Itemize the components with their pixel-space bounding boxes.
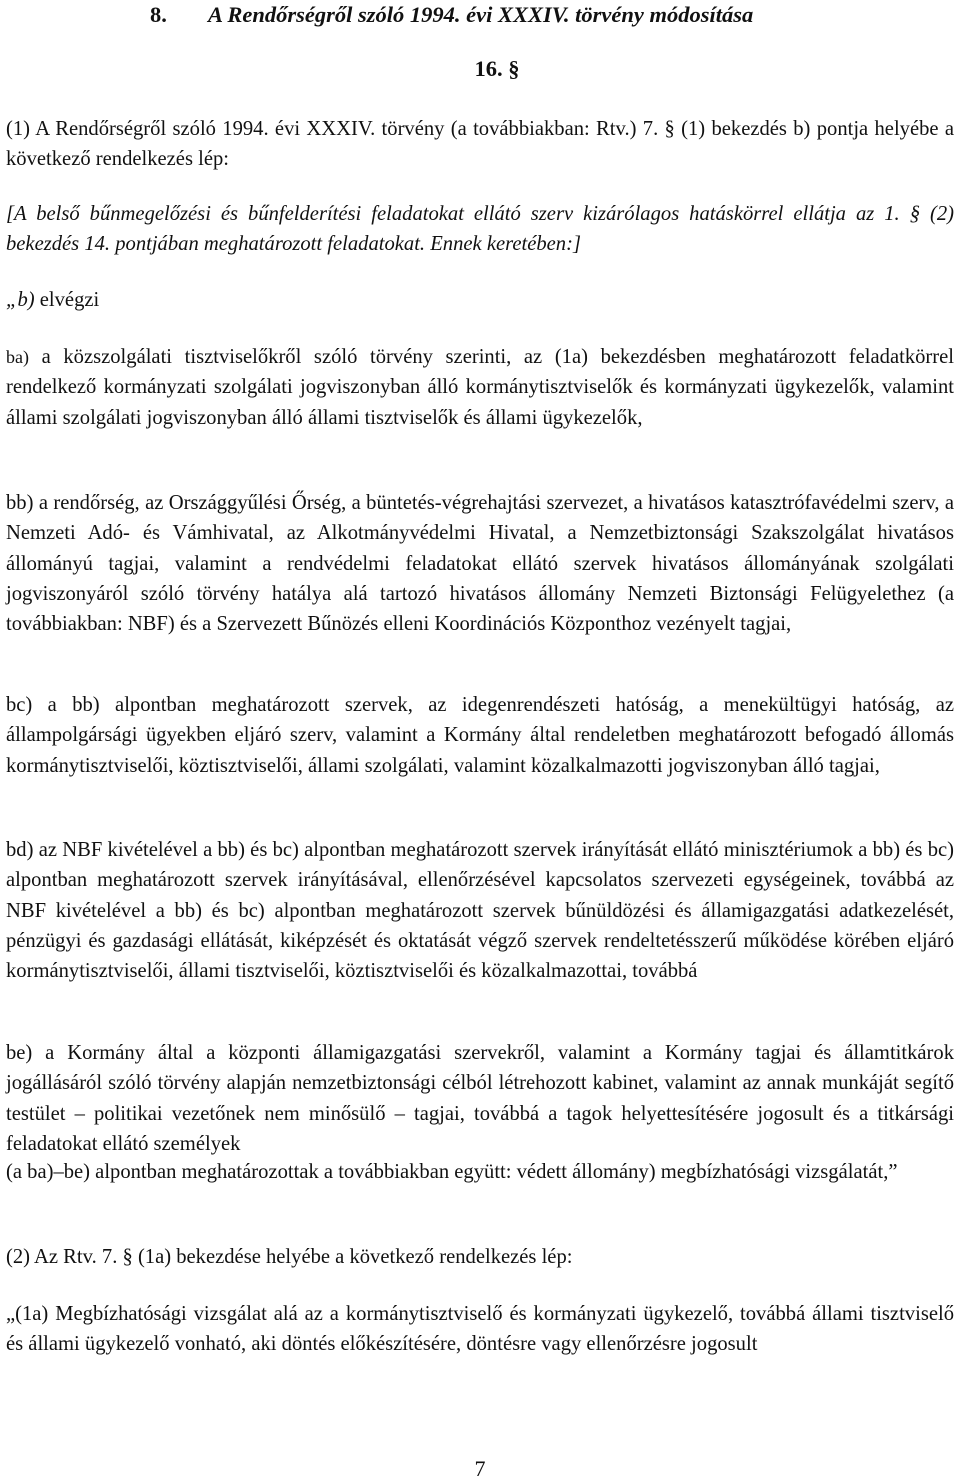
chapter-heading xyxy=(150,2,753,28)
chapter-number: 8. xyxy=(150,2,167,27)
paragraph-7: bd) az NBF kivételével a bb) és bc) alpontban meghatározott szervek irányítását ellátó minisztériumok a bb) és bc) alpontban meghatározott szervek irányításával, ellenőrzésével kapcsolatos szervezeti egységeinek, továbbá az NBF kivételével a bb) és bc) alpontban meghatározott szervek bűnüldözési és államigazgatási adatkezelését, pénzügyi és gazdasági ellátását, kiképzését és oktatását végző szervek rendeltetésszerű működése körében eljáró kormánytisztviselői, állami tisztviselői, köztisztviselői és közalkalmazottai, továbbá xyxy=(6,839,954,983)
section-number: 16. § xyxy=(474,56,520,81)
paragraph-11: „(1a) Megbízhatósági vizsgálat alá az a kormánytisztviselő és kormányzati ügykezelő, továbbá állami tisztviselő és állami ügykezelő vonható, aki döntés előkészítésére, döntésre vagy ellenőrzésre jogosult xyxy=(6,1303,954,1356)
paragraph-3-text: elvégzi xyxy=(39,289,100,311)
paragraph-8: be) a Kormány által a központi államigazgatási szervekről, valamint a Kormány tagjai és államtitkárok jogállásáról szóló törvény alapján nemzetbiztonsági célból létrehozott kabinet, valamint az annak munkáját segítő testület – politikai vezetőnek nem minősülő – tagjai, továbbá a tagok helyettesítésére jogosult és a titkársági feladatokat ellátó személyek xyxy=(6,1042,954,1155)
paragraph-9: (a ba)–be) alpontban meghatározottak a továbbiakban együtt: védett állomány) megbízhatósági vizsgálatát,” xyxy=(6,1161,898,1183)
paragraph-1: (1) A Rendőrségről szóló 1994. évi XXXIV. törvény (a továbbiakban: Rtv.) 7. § (1) bekezdés b) pontja helyébe a következő rendelkezés lép: xyxy=(6,118,954,171)
page-number: 7 xyxy=(474,1456,486,1481)
section-heading xyxy=(0,56,960,82)
paragraph-5: bb) a rendőrség, az Országgyűlési Őrség, a büntetés-végrehajtási szervezet, a hivatásos katasztrófavédelmi szerv, a Nemzeti Adó- és Vámhivatal, az Alkotmányvédelmi Hivatal, a Nemzetbiztonsági Szakszolgálat hivatásos állományú tagjai, valamint a rendvédelmi feladatokat ellátó szervek hivatásos állományának szolgálati jogviszonyáról szóló törvény hatálya alá tartozó hivatásos állomány Nemzeti Biztonsági Felügyelethez (a továbbiakban: NBF) és a Szervezett Bűnözés elleni Koordinációs Központhoz vezényelt tagjai, xyxy=(6,492,954,636)
paragraph-3-prefix: „b) xyxy=(6,289,35,311)
paragraph-4-text: a közszolgálati tisztviselőkről szóló törvény szerinti, az (1a) bekezdésben meghatározott feladatkörrel rendelkező kormányzati szolgálati jogviszonyban álló kormánytisztviselők és kormányzati ügykezelők, valamint állami szolgálati jogviszonyban álló állami tisztviselők és állami ügykezelők, xyxy=(6,346,954,429)
paragraph-4-prefix: ba) xyxy=(6,347,29,367)
paragraph-4 xyxy=(6,342,954,433)
paragraph-6: bc) a bb) alpontban meghatározott szervek, az idegenrendészeti hatóság, a menekültügyi hatóság, az állampolgársági ügyekben eljáró szerv, valamint a Kormány által rendeletben meghatározott befogadó állomás kormánytisztviselői, köztisztviselői, állami szolgálati, valamint közalkalmazotti jogviszonyban álló tagjai, xyxy=(6,694,954,777)
chapter-title: A Rendőrségről szóló 1994. évi XXXIV. törvény módosítása xyxy=(208,2,754,27)
paragraph-10: (2) Az Rtv. 7. § (1a) bekezdése helyébe a következő rendelkezés lép: xyxy=(6,1246,573,1268)
paragraph-3 xyxy=(6,285,954,315)
paragraph-2: [A belső bűnmegelőzési és bűnfelderítési feladatokat ellátó szerv kizárólagos hatáskörrel ellátja az 1. § (2) bekezdés 14. pontjában meghatározott feladatokat. Ennek keretében:] xyxy=(6,203,954,256)
